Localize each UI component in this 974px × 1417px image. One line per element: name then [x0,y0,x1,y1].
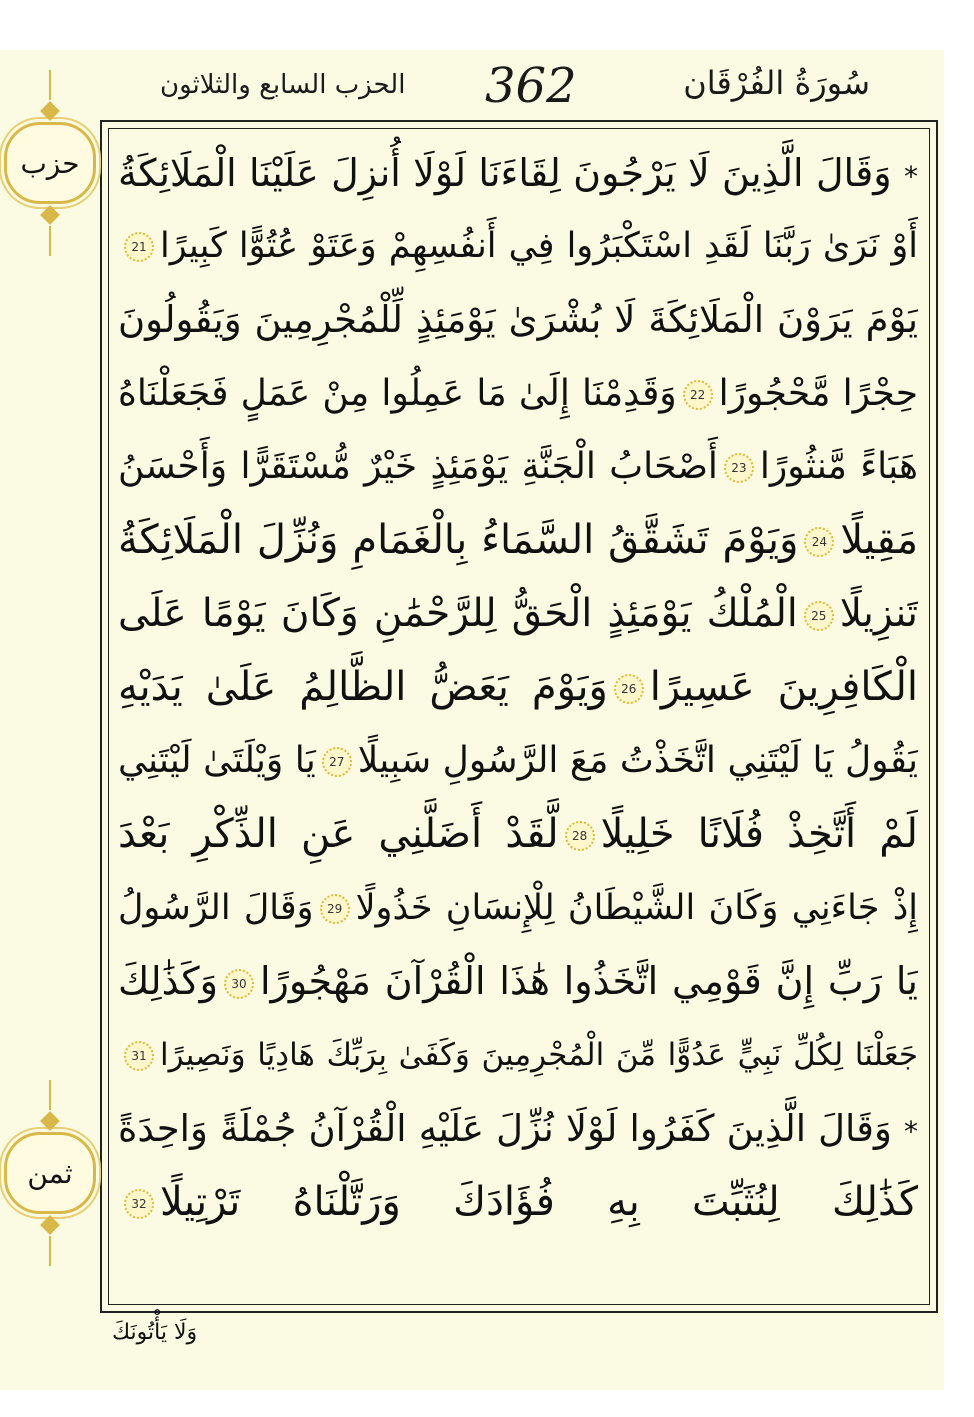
line-content [118,888,918,928]
line-content [118,811,918,857]
verse-text: حِجْرًا مَّحْجُورًا [718,372,918,414]
hizb-medallion [4,122,96,204]
line-content [118,1107,918,1150]
page-number: 362 [485,58,577,114]
thumn-star-icon: * [904,1114,918,1148]
text-line [118,577,918,651]
text-line [118,651,918,725]
line-content [118,226,918,266]
text-line [118,798,918,872]
verse-text: وَكَذَٰلِكَ [118,959,218,1004]
ayah-number-marker: 32 [124,1189,154,1219]
verse-text: لَّقَدْ أَضَلَّنِي عَنِ الذِّكْرِ بَعْدَ [118,811,559,858]
verse-text: يَا رَبِّ إِنَّ قَوْمِي اتَّخَذُوا هَٰذَا الْقُرْآنَ مَهْجُورًا [260,959,918,1004]
text-line [118,1092,918,1166]
page-header [120,58,920,119]
ayah-number-marker: 23 [724,453,754,483]
text-line [118,210,918,284]
text-line [118,136,918,210]
ornament-stem [49,1080,51,1110]
thumn-star-icon: * [904,159,918,193]
verse-text: وَقَدِمْنَا إِلَىٰ مَا عَمِلُوا مِنْ عَمَلٍ فَجَعَلْنَاهُ [118,372,677,414]
ayah-number-marker: 25 [804,601,834,631]
text-line [118,357,918,431]
text-line [118,724,918,798]
verse-text: إِذْ جَاءَنِي وَكَانَ الشَّيْطَانُ لِلْإِنسَانِ خَذُولًا [355,887,918,928]
thumn-medallion [4,1132,96,1214]
ayah-number-marker: 26 [614,674,644,704]
verse-text: هَبَاءً مَّنثُورًا [759,446,918,488]
verse-text: الْكَافِرِينَ عَسِيرًا [649,664,918,711]
ayah-number-marker: 29 [320,894,350,924]
ayah-number-marker: 27 [322,747,352,777]
ayah-number-marker: 24 [804,527,834,557]
line-content [118,591,918,636]
line-content [118,740,918,781]
verse-text: لَمْ أَتَّخِذْ فُلَانًا خَلِيلًا [600,811,918,858]
line-content [118,1179,918,1225]
hizb-label: الحزب السابع والثلاثون [160,70,406,100]
thumn-medallion-label: ثمن [27,1156,73,1190]
verse-text: وَقَالَ الرَّسُولُ [118,887,314,928]
line-content [118,298,918,341]
text-line [118,504,918,578]
text-line [118,1165,918,1239]
line-content [118,517,918,563]
hizb-marker [2,70,98,256]
verse-text: مَقِيلًا [840,517,918,564]
ornament-diamond-icon [40,1215,60,1235]
verse-text: يَقُولُ يَا لَيْتَنِي اتَّخَذْتُ مَعَ الرَّسُولِ سَبِيلًا [357,740,918,782]
verse-text: تَنزِيلًا [839,591,918,637]
text-line [118,871,918,945]
verse-text: جَعَلْنَا لِكُلِّ نَبِيٍّ عَدُوًّا مِّنَ الْمُجْرِمِينَ وَكَفَىٰ بِرَبِّكَ هَادِيًا وَنَصِيرًا [160,1036,918,1073]
ornament-diamond-icon [40,1111,60,1131]
verse-text: يَا وَيْلَتَىٰ لَيْتَنِي [118,740,316,782]
ornament-diamond-icon [40,205,60,225]
line-content [118,664,918,710]
verse-text: وَيَوْمَ تَشَقَّقُ السَّمَاءُ بِالْغَمَامِ وَنُزِّلَ الْمَلَائِكَةُ [118,517,799,564]
hizb-medallion-label: حزب [20,146,80,180]
ayah-number-marker: 31 [124,1041,154,1071]
ayah-number-marker: 28 [565,821,595,851]
verse-text: وَيَوْمَ يَعَضُّ الظَّالِمُ عَلَىٰ يَدَيْهِ [118,664,608,711]
text-line [118,945,918,1019]
quran-text-block [118,136,918,1239]
verse-text: أَوْ نَرَىٰ رَبَّنَا لَقَدِ اسْتَكْبَرُوا فِي أَنفُسِهِمْ وَعَتَوْ عُتُوًّا كَبِيرًا [160,226,918,267]
thumn-marker [2,1080,98,1266]
verse-text: وَقَالَ الَّذِينَ لَا يَرْجُونَ لِقَاءَنَا لَوْلَا أُنزِلَ عَلَيْنَا الْمَلَائِكَةُ [118,150,892,195]
ayah-number-marker: 21 [124,232,154,262]
ornament-stem [49,226,51,256]
line-content [118,446,918,487]
line-content [118,373,918,414]
text-line [118,1018,918,1092]
ayah-number-marker: 30 [224,969,254,999]
line-content [118,151,918,195]
ornament-diamond-icon [40,101,60,121]
ornament-stem [49,70,51,100]
surah-title: سُورَةُ الفُرْقَان [683,64,870,102]
line-content [118,1037,918,1073]
verse-text: يَوْمَ يَرَوْنَ الْمَلَائِكَةَ لَا بُشْرَىٰ يَوْمَئِذٍ لِّلْمُجْرِمِينَ وَيَقُولُونَ [118,298,918,342]
ayah-number-marker: 22 [683,380,713,410]
verse-text: الْمُلْكُ يَوْمَئِذٍ الْحَقُّ لِلرَّحْمَٰنِ وَكَانَ يَوْمًا عَلَى [118,591,798,637]
text-line [118,283,918,357]
verse-text: وَقَالَ الَّذِينَ كَفَرُوا لَوْلَا نُزِّلَ عَلَيْهِ الْقُرْآنُ جُمْلَةً وَاحِدَةً [118,1106,892,1150]
verse-text: كَذَٰلِكَ لِنُثَبِّتَ بِهِ فُؤَادَكَ وَرَتَّلْنَاهُ تَرْتِيلًا [160,1178,918,1225]
text-line [118,430,918,504]
line-content [118,959,918,1003]
ornament-stem [49,1236,51,1266]
catchword: وَلَا يَأْتُونَكَ [112,1320,198,1345]
verse-text: أَصْحَابُ الْجَنَّةِ يَوْمَئِذٍ خَيْرٌ مُّسْتَقَرًّا وَأَحْسَنُ [118,446,718,488]
